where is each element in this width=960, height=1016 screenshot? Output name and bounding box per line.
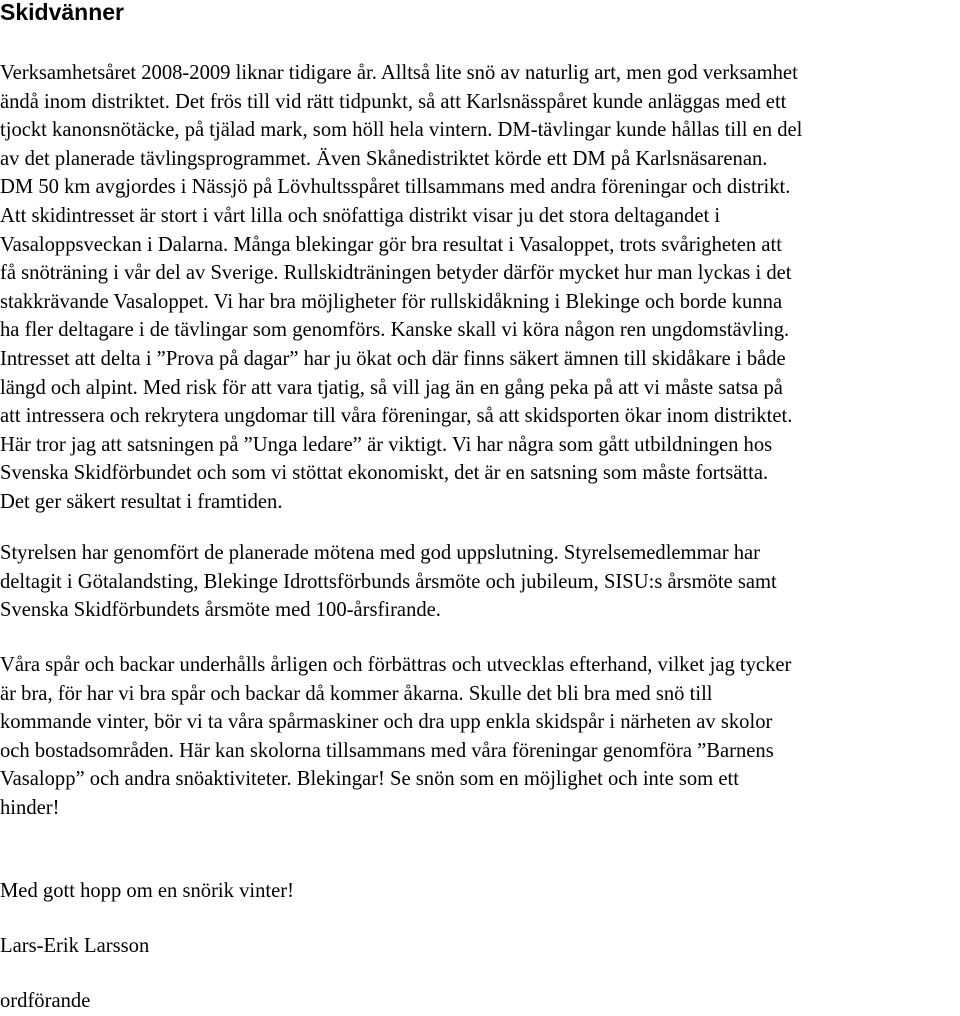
paragraph-line: hinder! — [0, 796, 60, 819]
paragraph-line: längd och alpint. Med risk för att vara tjatig, så vill jag än en gång peka på att vi måste satsa på — [0, 376, 783, 399]
signature-name: Lars-Erik Larsson — [0, 935, 150, 957]
paragraph-line: är bra, för har vi bra spår och backar då kommer åkarna. Skulle det bli bra med snö till — [0, 682, 713, 705]
paragraph-line: ändå inom distriktet. Det frös till vid rätt tidpunkt, så att Karlsnässpåret kunde anläggas med ett — [0, 90, 787, 113]
closing-line: Med gott hopp om en snörik vinter! — [0, 880, 294, 902]
paragraph-line: Svenska Skidförbundet och som vi stöttat ekonomiskt, det är en satsning som måste fortsätta. — [0, 462, 769, 485]
paragraph-line: Styrelsen har genomfört de planerade mötena med god uppslutning. Styrelsemedlemmar har — [0, 542, 761, 564]
paragraph-line: Svenska Skidförbundets årsmöte med 100-årsfirande. — [0, 599, 441, 622]
paragraph-line: deltagit i Götalandsting, Blekinge Idrottsförbunds årsmöte och jubileum, SISU:s årsmöte samt — [0, 570, 777, 593]
paragraph-line: tjockt kanonsnötäcke, på tjälad mark, som höll hela vintern. DM-tävlingar kunde hållas till en del — [0, 119, 803, 142]
paragraph-line: Att skidintresset är stort i vårt lilla och snöfattiga distrikt visar ju det stora deltagandet i — [0, 204, 721, 227]
paragraph-line: ha fler deltagare i de tävlingar som genomförs. Kanske skall vi köra någon ren ungdomstävling. — [0, 319, 790, 342]
paragraph-line: stakkrävande Vasaloppet. Vi har bra möjligheter för rullskidåkning i Blekinge och borde kunna — [0, 290, 783, 313]
document-title: Skidvänner — [0, 0, 124, 25]
paragraph-line: DM 50 km avgjordes i Nässjö på Lövhultsspåret tillsammans med andra föreningar och distrikt. — [0, 176, 791, 199]
paragraph-line: Vasalopp” och andra snöaktiviteter. Blekingar! Se snön som en möjlighet och inte som ett — [0, 768, 739, 791]
paragraph-line: av det planerade tävlingsprogrammet. Även Skånedistriktet körde ett DM på Karlsnäsarenan. — [0, 147, 768, 170]
paragraph-line: Här tror jag att satsningen på ”Unga ledare” är viktigt. Vi har några som gått utbildningen hos — [0, 433, 773, 456]
paragraph-line: Verksamhetsåret 2008-2009 liknar tidigare år. Alltså lite snö av naturlig art, men god verksamhet — [0, 62, 798, 84]
signature-title: ordförande — [0, 990, 91, 1012]
paragraph-line: Intresset att delta i ”Prova på dagar” har ju ökat och där finns säkert ämnen till skidåkare i både — [0, 347, 786, 370]
paragraph-line: att intressera och rekrytera ungdomar till våra föreningar, så att skidsporten ökar inom distriktet. — [0, 405, 793, 428]
paragraph-board — [0, 539, 960, 625]
paragraph-tracks — [0, 651, 960, 823]
paragraph-line: Vasaloppsveckan i Dalarna. Många blekingar gör bra resultat i Vasaloppet, trots svårigheten att — [0, 233, 782, 256]
paragraph-line: och bostadsområden. Här kan skolorna tillsammans med våra föreningar genomföra ”Barnens — [0, 739, 774, 762]
paragraph-line: få snöträning i vår del av Sverige. Rullskidträningen betyder därför mycket hur man lyckas i det — [0, 262, 792, 285]
paragraph-line: kommande vinter, bör vi ta våra spårmaskiner och dra upp enkla skidspår i närheten av skolor — [0, 711, 773, 734]
paragraph-line: Våra spår och backar underhålls årligen och förbättras och utvecklas efterhand, vilket jag tycker — [0, 654, 792, 676]
paragraph-activity-year — [0, 59, 960, 517]
paragraph-line: Det ger säkert resultat i framtiden. — [0, 490, 283, 513]
